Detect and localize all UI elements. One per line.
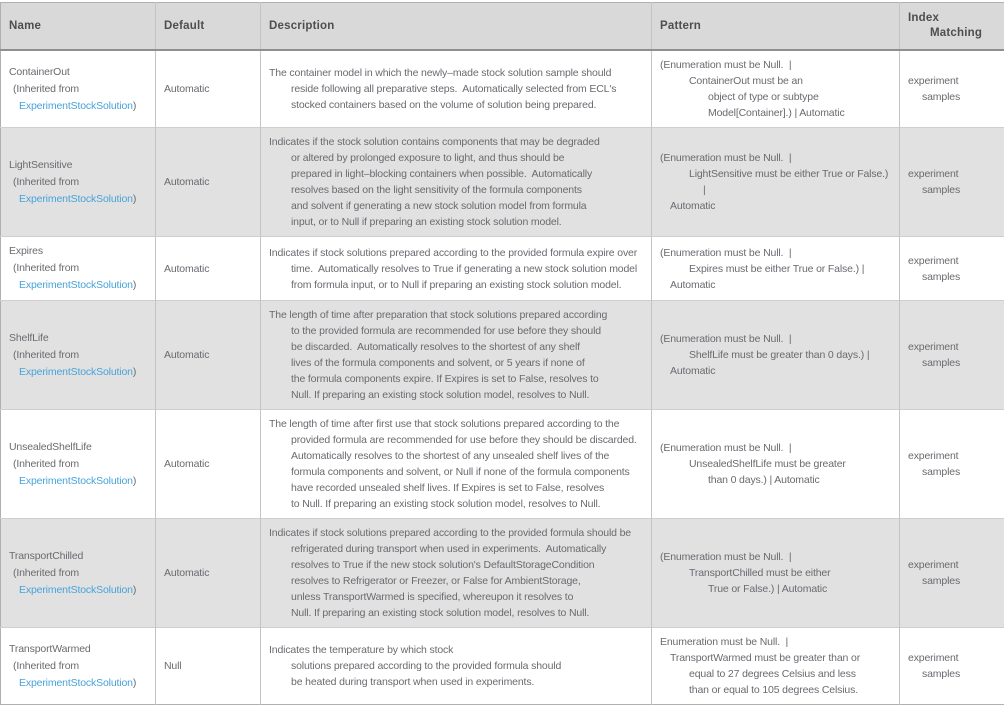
- text-line: The length of time after preparation that stock solutions prepared according: [269, 307, 645, 323]
- text-line: Automatic: [164, 565, 254, 581]
- text-line: reside following all preparative steps. Automatically selected from ECL's: [269, 81, 645, 97]
- index-matching-cell: [900, 237, 1004, 301]
- text-line: (Inherited from: [9, 565, 149, 582]
- text-line: Name: [9, 19, 149, 34]
- experiment-stock-solution-link[interactable]: ExperimentStockSolution: [19, 584, 133, 596]
- text-line: (Enumeration must be Null. |: [660, 331, 893, 347]
- text-line: experiment samples: [908, 73, 998, 105]
- text-line: Indicates if the stock solution contains components that may be degraded: [269, 134, 645, 150]
- description-cell: [261, 519, 652, 628]
- default-cell: [156, 128, 261, 237]
- inherited-from-line: [9, 675, 149, 692]
- text-line: Null: [164, 658, 254, 674]
- text-line: Automatic: [660, 363, 893, 379]
- text-line: Automatic: [164, 81, 254, 97]
- text-line: Automatically resolves to the shortest of any unsealed shelf lives of the: [269, 448, 645, 464]
- text-line: experiment samples: [908, 253, 998, 285]
- text-line: TransportChilled must be either: [660, 565, 893, 581]
- text-line: TransportChilled: [9, 548, 149, 565]
- default-cell: [156, 301, 261, 410]
- text-line: time. Automatically resolves to True if generating a new stock solution model: [269, 261, 645, 277]
- text-line: TransportWarmed must be greater than or: [660, 650, 893, 666]
- default-cell: [156, 628, 261, 705]
- default-cell: [156, 519, 261, 628]
- text-line: ContainerOut must be an: [660, 73, 893, 89]
- inherited-suffix: ): [133, 475, 136, 487]
- name-cell: [1, 128, 156, 237]
- text-line: (Enumeration must be Null. |: [660, 440, 893, 456]
- text-line: formula components and solvent, or Null if none of the formula components: [269, 464, 645, 480]
- text-line: (Inherited from: [9, 260, 149, 277]
- text-line: be heated during transport when used in experiments.: [269, 674, 645, 690]
- description-cell: [261, 410, 652, 519]
- text-line: Automatic: [164, 347, 254, 363]
- description-cell: [261, 628, 652, 705]
- inherited-suffix: ): [133, 100, 136, 112]
- text-line: object of type or subtype: [660, 89, 893, 105]
- text-line: ContainerOut: [9, 64, 149, 81]
- text-line: resolves based on the light sensitivity of the formula components: [269, 182, 645, 198]
- inherited-from-line: [9, 191, 149, 208]
- index-matching-cell: [900, 301, 1004, 410]
- text-line: (Inherited from: [9, 658, 149, 675]
- text-line: UnsealedShelfLife must be greater: [660, 456, 893, 472]
- default-cell: [156, 50, 261, 128]
- text-line: (Enumeration must be Null. |: [660, 245, 893, 261]
- text-line: (Inherited from: [9, 456, 149, 473]
- inherited-suffix: ): [133, 677, 136, 689]
- text-line: ShelfLife: [9, 330, 149, 347]
- text-line: lives of the formula components and solvent, or 5 years if none of: [269, 355, 645, 371]
- text-line: Default: [164, 19, 254, 34]
- text-line: (Inherited from: [9, 174, 149, 191]
- index-matching-cell: [900, 410, 1004, 519]
- text-line: True or False.) | Automatic: [660, 581, 893, 597]
- text-line: provided formula are recommended for use before they should be discarded.: [269, 432, 645, 448]
- description-cell: [261, 50, 652, 128]
- text-line: (Inherited from: [9, 347, 149, 364]
- inherited-suffix: ): [133, 193, 136, 205]
- column-header-pattern: [652, 3, 900, 51]
- text-line: Model[Container].) | Automatic: [660, 105, 893, 121]
- text-line: ShelfLife must be greater than 0 days.) |: [660, 347, 893, 363]
- text-line: be discarded. Automatically resolves to the shortest of any shelf: [269, 339, 645, 355]
- text-line: UnsealedShelfLife: [9, 439, 149, 456]
- text-line: (Enumeration must be Null. |: [660, 57, 893, 73]
- text-line: experiment samples: [908, 448, 998, 480]
- inherited-from-line: [9, 473, 149, 490]
- text-line: LightSensitive must be either True or False.) |: [660, 166, 893, 198]
- options-table: [0, 2, 1004, 705]
- text-line: Index: [908, 11, 998, 26]
- text-line: Null. If preparing an existing stock solution model, resolves to Null.: [269, 605, 645, 621]
- inherited-from-line: [9, 582, 149, 599]
- experiment-stock-solution-link[interactable]: ExperimentStockSolution: [19, 279, 133, 291]
- header-row: [1, 3, 1004, 51]
- table-row-LightSensitive: [1, 128, 1004, 237]
- pattern-cell: [652, 237, 900, 301]
- name-cell: [1, 628, 156, 705]
- table-row-ShelfLife: [1, 301, 1004, 410]
- text-line: Automatic: [164, 174, 254, 190]
- table-row-TransportWarmed: [1, 628, 1004, 705]
- table-header: [1, 3, 1004, 51]
- experiment-stock-solution-link[interactable]: ExperimentStockSolution: [19, 677, 133, 689]
- text-line: (Enumeration must be Null. |: [660, 150, 893, 166]
- text-line: Description: [269, 19, 645, 34]
- text-line: or altered by prolonged exposure to light, and thus should be: [269, 150, 645, 166]
- text-line: TransportWarmed: [9, 641, 149, 658]
- text-line: Indicates if stock solutions prepared according to the provided formula should be: [269, 525, 645, 541]
- inherited-from-line: [9, 98, 149, 115]
- description-cell: [261, 128, 652, 237]
- text-line: experiment samples: [908, 339, 998, 371]
- table-body: [1, 50, 1004, 705]
- text-line: experiment samples: [908, 650, 998, 682]
- text-line: Automatic: [164, 456, 254, 472]
- experiment-stock-solution-link[interactable]: ExperimentStockSolution: [19, 193, 133, 205]
- inherited-from-line: [9, 364, 149, 381]
- experiment-stock-solution-link[interactable]: ExperimentStockSolution: [19, 100, 133, 112]
- table-row-TransportChilled: [1, 519, 1004, 628]
- text-line: Enumeration must be Null. |: [660, 634, 893, 650]
- text-line: experiment samples: [908, 557, 998, 589]
- text-line: Matching: [908, 26, 998, 41]
- name-cell: [1, 237, 156, 301]
- column-header-default: [156, 3, 261, 51]
- text-line: prepared in light–blocking containers when possible. Automatically: [269, 166, 645, 182]
- inherited-suffix: ): [133, 279, 136, 291]
- inherited-suffix: ): [133, 584, 136, 596]
- text-line: than 0 days.) | Automatic: [660, 472, 893, 488]
- text-line: Indicates the temperature by which stock: [269, 642, 645, 658]
- name-cell: [1, 50, 156, 128]
- text-line: and solvent if generating a new stock solution model from formula: [269, 198, 645, 214]
- column-header-description: [261, 3, 652, 51]
- index-matching-cell: [900, 50, 1004, 128]
- name-cell: [1, 410, 156, 519]
- text-line: resolves to Refrigerator or Freezer, or False for AmbientStorage,: [269, 573, 645, 589]
- text-line: experiment samples: [908, 166, 998, 198]
- text-line: Automatic: [164, 261, 254, 277]
- text-line: The container model in which the newly–made stock solution sample should: [269, 65, 645, 81]
- text-line: to Null. If preparing an existing stock solution model, resolves to Null.: [269, 496, 645, 512]
- pattern-cell: [652, 50, 900, 128]
- pattern-cell: [652, 410, 900, 519]
- inherited-from-line: [9, 277, 149, 294]
- pattern-cell: [652, 628, 900, 705]
- default-cell: [156, 410, 261, 519]
- name-cell: [1, 519, 156, 628]
- text-line: resolves to True if the new stock solution's DefaultStorageCondition: [269, 557, 645, 573]
- column-header-name: [1, 3, 156, 51]
- name-cell: [1, 301, 156, 410]
- text-line: to the provided formula are recommended for use before they should: [269, 323, 645, 339]
- text-line: Pattern: [660, 19, 893, 34]
- text-line: refrigerated during transport when used in experiments. Automatically: [269, 541, 645, 557]
- text-line: stocked containers based on the volume of solution being prepared.: [269, 97, 645, 113]
- experiment-stock-solution-link[interactable]: ExperimentStockSolution: [19, 475, 133, 487]
- pattern-cell: [652, 519, 900, 628]
- text-line: Expires: [9, 243, 149, 260]
- text-line: (Enumeration must be Null. |: [660, 549, 893, 565]
- text-line: input, or to Null if preparing an existing stock solution model.: [269, 214, 645, 230]
- text-line: Automatic: [660, 198, 893, 214]
- inherited-suffix: ): [133, 366, 136, 378]
- table-row-ContainerOut: [1, 50, 1004, 128]
- text-line: Automatic: [660, 277, 893, 293]
- experiment-stock-solution-link[interactable]: ExperimentStockSolution: [19, 366, 133, 378]
- text-line: from formula input, or to Null if preparing an existing stock solution model.: [269, 277, 645, 293]
- text-line: solutions prepared according to the provided formula should: [269, 658, 645, 674]
- index-matching-cell: [900, 519, 1004, 628]
- table-row-Expires: [1, 237, 1004, 301]
- text-line: than or equal to 105 degrees Celsius.: [660, 682, 893, 698]
- text-line: unless TransportWarmed is specified, whereupon it resolves to: [269, 589, 645, 605]
- table-row-UnsealedShelfLife: [1, 410, 1004, 519]
- column-header-index-matching: [900, 3, 1004, 51]
- text-line: The length of time after first use that stock solutions prepared according to the: [269, 416, 645, 432]
- default-cell: [156, 237, 261, 301]
- index-matching-cell: [900, 128, 1004, 237]
- text-line: (Inherited from: [9, 81, 149, 98]
- index-matching-cell: [900, 628, 1004, 705]
- text-line: equal to 27 degrees Celsius and less: [660, 666, 893, 682]
- text-line: Null. If preparing an existing stock solution model, resolves to Null.: [269, 387, 645, 403]
- text-line: Expires must be either True or False.) |: [660, 261, 893, 277]
- text-line: LightSensitive: [9, 157, 149, 174]
- description-cell: [261, 237, 652, 301]
- text-line: the formula components expire. If Expires is set to False, resolves to: [269, 371, 645, 387]
- text-line: have recorded unsealed shelf lives. If Expires is set to False, resolves: [269, 480, 645, 496]
- pattern-cell: [652, 301, 900, 410]
- description-cell: [261, 301, 652, 410]
- text-line: Indicates if stock solutions prepared according to the provided formula expire over: [269, 245, 645, 261]
- pattern-cell: [652, 128, 900, 237]
